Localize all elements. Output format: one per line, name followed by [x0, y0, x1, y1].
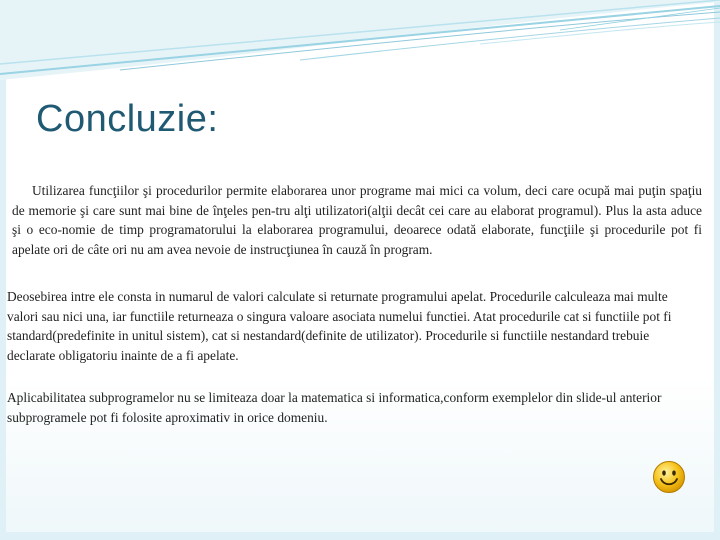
- paragraph-functions-procedures: Utilizarea funcţiilor şi procedurilor permite elaborarea unor programe mai mici ca volum, deci care ocupă mai puţin spaţiu de memorie şi care sunt mai bine de înţeles pen-tru alţi utilizatori(alţii decât cei care au elaborat programul). Plus la asta aduce şi o eco-nomie de timp programatorului la elaborarea programului, deoarece odată elaborate, funcţiile şi procedurile pot fi apelate ori de câte ori nu am avea nevoie de instrucţiunea în cauză în program.: [12, 183, 702, 257]
- paragraph-difference: Deosebirea intre ele consta in numarul de valori calculate si returnate programului apelat. Procedurile calculeaza mai multe valori sau nici una, iar functiile returneaza o singura valoare asociata numelui functiei. Atat procedurile cat si functiile pot fi standard(predefinite in unitul sistem), cat si nestandard(definite de utilizator). Procedurile si functiile nestandard trebuie declarate obligatoriu inainte de a fi apelate.: [7, 289, 672, 363]
- bottom-border-band: [0, 532, 720, 540]
- slide-title: Concluzie:: [36, 98, 219, 140]
- top-decorative-swoosh: [0, 0, 720, 90]
- smiley-face-icon: [652, 460, 686, 494]
- paragraph-applicability: Aplicabilitatea subprogramelor nu se limiteaza doar la matematica si informatica,conform exemplelor din slide-ul anterior subprogramele pot fi folosite aproximativ in orice domeniu.: [7, 390, 662, 425]
